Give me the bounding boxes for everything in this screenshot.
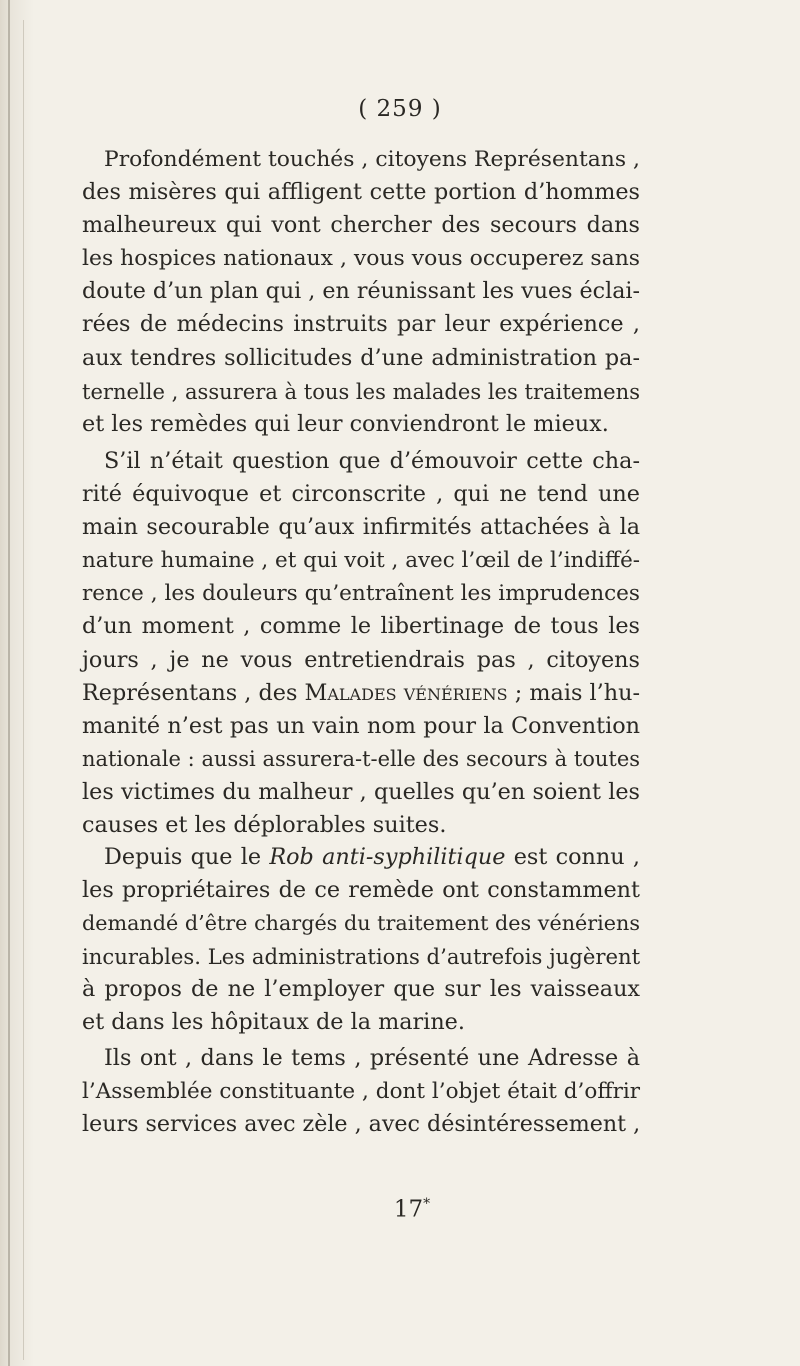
- text-line: les victimes du malheur , quelles qu’en soient les: [82, 778, 640, 805]
- text-line: à propos de ne l’employer que sur les vaisseaux: [82, 976, 640, 1003]
- text-segment: Depuis que le: [104, 844, 270, 870]
- italic-term: Rob anti-syphilitique: [269, 844, 506, 870]
- text-segment: est connu ,: [505, 844, 640, 870]
- text-line: main secourable qu’aux infirmités attachées à la: [82, 514, 640, 541]
- paragraph-3: [82, 841, 640, 1040]
- text-line: les hospices nationaux , vous vous occuperez sans: [82, 246, 641, 272]
- text-line: leurs services avec zèle , avec désintéressement ,: [82, 1111, 641, 1138]
- text-line: Profondément touchés , citoyens Représentans ,: [104, 147, 640, 172]
- signature-mark: [0, 1196, 800, 1223]
- text-line: demandé d’être chargés du traitement des vénériens: [82, 911, 640, 936]
- text-line: jours , je ne vous entretiendrais pas , citoyens: [82, 646, 640, 673]
- text-line: nationale : aussi assurera-t-elle des secours à toutes: [82, 746, 640, 771]
- paragraph-1: [82, 143, 640, 441]
- binding-line: [23, 20, 24, 1360]
- text-line: ternelle , assurera à tous les malades les traitemens: [82, 378, 640, 404]
- text-line: rées de médecins instruits par leur expérience ,: [82, 311, 640, 338]
- page-binding-edge: [0, 0, 34, 1366]
- text-line: Ils ont , dans le tems , présenté une Adresse à: [104, 1045, 640, 1071]
- paragraph-4: [82, 1042, 640, 1141]
- text-line: d’un moment , comme le libertinage de tous les: [82, 613, 640, 640]
- text-line: et les remèdes qui leur conviendront le mieux.: [82, 410, 609, 437]
- text-segment: Représentans , des: [82, 679, 305, 706]
- signature-star: *: [423, 1196, 431, 1212]
- binding-line: [8, 0, 10, 1366]
- text-segment: ; mais l’hu-: [507, 679, 641, 706]
- text-line: des misères qui affligent cette portion d’hommes: [82, 179, 640, 206]
- text-line: et dans les hôpitaux de la marine.: [82, 1009, 465, 1036]
- text-line: doute d’un plan qui , en réunissant les vues éclai-: [82, 278, 640, 305]
- smallcaps-term: Malades vénériens: [304, 679, 508, 706]
- text-line: rité équivoque et circonscrite , qui ne tend une: [82, 481, 640, 508]
- text-line: incurables. Les administrations d’autrefois jugèrent: [82, 944, 641, 970]
- text-line: causes et les déplorables suites.: [82, 812, 447, 839]
- page-number: ( 259 ): [358, 96, 442, 122]
- text-line: [82, 841, 640, 874]
- text-line: l’Assemblée constituante , dont l’objet était d’offrir: [82, 1079, 640, 1105]
- text-line: [82, 677, 640, 710]
- text-line: malheureux qui vont chercher des secours dans: [82, 212, 640, 239]
- text-line: manité n’est pas un vain nom pour la Convention: [82, 712, 640, 739]
- text-line: aux tendres sollicitudes d’une administration pa-: [82, 344, 640, 371]
- text-line: S’il n’était question que d’émouvoir cette cha-: [104, 448, 640, 474]
- paragraph-2: [82, 445, 640, 842]
- text-line: nature humaine , et qui voit , avec l’œil de l’indiffé-: [82, 548, 640, 574]
- text-line: les propriétaires de ce remède ont constamment: [82, 877, 640, 904]
- text-line: rence , les douleurs qu’entraînent les imprudences: [82, 581, 640, 607]
- signature-number: 17: [393, 1196, 424, 1223]
